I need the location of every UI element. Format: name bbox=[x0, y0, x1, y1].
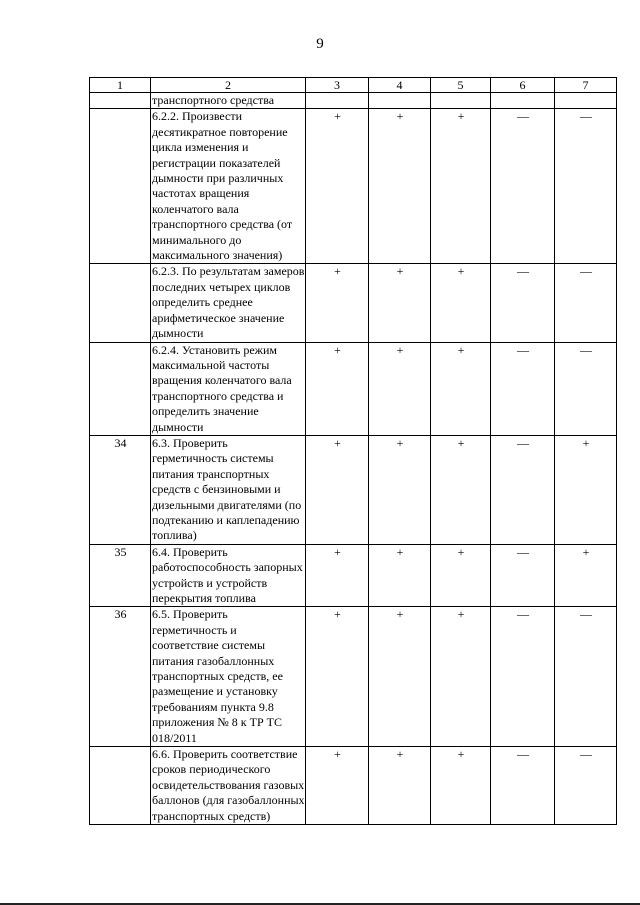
row-description: 6.4. Проверить работоспособность запорных устройств и устройств перекрытия топлива bbox=[151, 544, 306, 607]
mark-col-6: — bbox=[491, 342, 555, 435]
mark-col-3: + bbox=[306, 264, 369, 342]
mark-col-7 bbox=[555, 93, 617, 109]
table-row bbox=[90, 342, 617, 435]
table-row bbox=[90, 109, 617, 264]
mark-col-6 bbox=[491, 93, 555, 109]
mark-col-3: + bbox=[306, 342, 369, 435]
col-header-2: 2 bbox=[151, 78, 306, 93]
row-number bbox=[90, 93, 151, 109]
mark-col-6: — bbox=[491, 435, 555, 544]
mark-col-4: + bbox=[369, 342, 431, 435]
mark-col-5: + bbox=[431, 747, 491, 825]
row-description: 6.2.4. Установить режим максимальной частоты вращения коленчатого вала транспортного средства и определить значение дымности bbox=[151, 342, 306, 435]
table-row bbox=[90, 435, 617, 544]
col-header-3: 3 bbox=[306, 78, 369, 93]
col-header-4: 4 bbox=[369, 78, 431, 93]
mark-col-7: + bbox=[555, 544, 617, 607]
mark-col-7: + bbox=[555, 435, 617, 544]
mark-col-5: + bbox=[431, 607, 491, 747]
inspection-table bbox=[89, 77, 617, 825]
mark-col-7: — bbox=[555, 747, 617, 825]
mark-col-4: + bbox=[369, 109, 431, 264]
mark-col-3: + bbox=[306, 544, 369, 607]
mark-col-4: + bbox=[369, 435, 431, 544]
row-description: 6.2.2. Произвести десятикратное повторение цикла изменения и регистрации показателей дымности при различных частотах вращения коленчатого вала транспортного средства (от минимального до максимального значения) bbox=[151, 109, 306, 264]
mark-col-6: — bbox=[491, 264, 555, 342]
col-header-1: 1 bbox=[90, 78, 151, 93]
table-row bbox=[90, 607, 617, 747]
mark-col-6: — bbox=[491, 607, 555, 747]
mark-col-3 bbox=[306, 93, 369, 109]
mark-col-7: — bbox=[555, 109, 617, 264]
row-number bbox=[90, 264, 151, 342]
col-header-6: 6 bbox=[491, 78, 555, 93]
row-description: 6.5. Проверить герметичность и соответствие системы питания газобаллонных транспортных средств, ее размещение и установку требованиям пункта 9.8 приложения № 8 к ТР ТС 018/2011 bbox=[151, 607, 306, 747]
mark-col-5: + bbox=[431, 435, 491, 544]
mark-col-4: + bbox=[369, 747, 431, 825]
mark-col-5: + bbox=[431, 342, 491, 435]
mark-col-3: + bbox=[306, 435, 369, 544]
row-number bbox=[90, 342, 151, 435]
table-row bbox=[90, 544, 617, 607]
mark-col-4: + bbox=[369, 607, 431, 747]
row-description: 6.3. Проверить герметичность системы питания транспортных средств с бензиновыми и дизельными двигателями (по подтеканию и каплепадению топлива) bbox=[151, 435, 306, 544]
mark-col-4: + bbox=[369, 544, 431, 607]
mark-col-6: — bbox=[491, 109, 555, 264]
row-description: 6.2.3. По результатам замеров последних четырех циклов определить среднее арифметическое значение дымности bbox=[152, 264, 305, 341]
mark-col-3: + bbox=[306, 607, 369, 747]
mark-col-3: + bbox=[306, 109, 369, 264]
col-header-7: 7 bbox=[555, 78, 617, 93]
row-description: транспортного средства bbox=[151, 93, 306, 109]
mark-col-6: — bbox=[491, 747, 555, 825]
table-row bbox=[90, 264, 617, 342]
mark-col-5: + bbox=[431, 264, 491, 342]
col-header-5: 5 bbox=[431, 78, 491, 93]
row-number: 35 bbox=[90, 544, 151, 607]
table-row bbox=[90, 93, 617, 109]
mark-col-7: — bbox=[555, 342, 617, 435]
mark-col-4: + bbox=[369, 264, 431, 342]
table-row bbox=[90, 747, 617, 825]
row-number bbox=[90, 109, 151, 264]
mark-col-3: + bbox=[306, 747, 369, 825]
mark-col-4 bbox=[369, 93, 431, 109]
row-description: 6.6. Проверить соответствие сроков периодического освидетельствования газовых баллонов (для газобаллонных транспортных средств) bbox=[152, 747, 305, 823]
header-row bbox=[90, 78, 617, 93]
mark-col-5: + bbox=[431, 544, 491, 607]
mark-col-7: — bbox=[555, 607, 617, 747]
mark-col-6: — bbox=[491, 544, 555, 607]
row-number: 36 bbox=[90, 607, 151, 747]
row-number bbox=[90, 747, 151, 825]
row-number: 34 bbox=[90, 435, 151, 544]
mark-col-7: — bbox=[555, 264, 617, 342]
mark-col-5: + bbox=[431, 109, 491, 264]
mark-col-5 bbox=[431, 93, 491, 109]
page-number: 9 bbox=[316, 36, 324, 52]
